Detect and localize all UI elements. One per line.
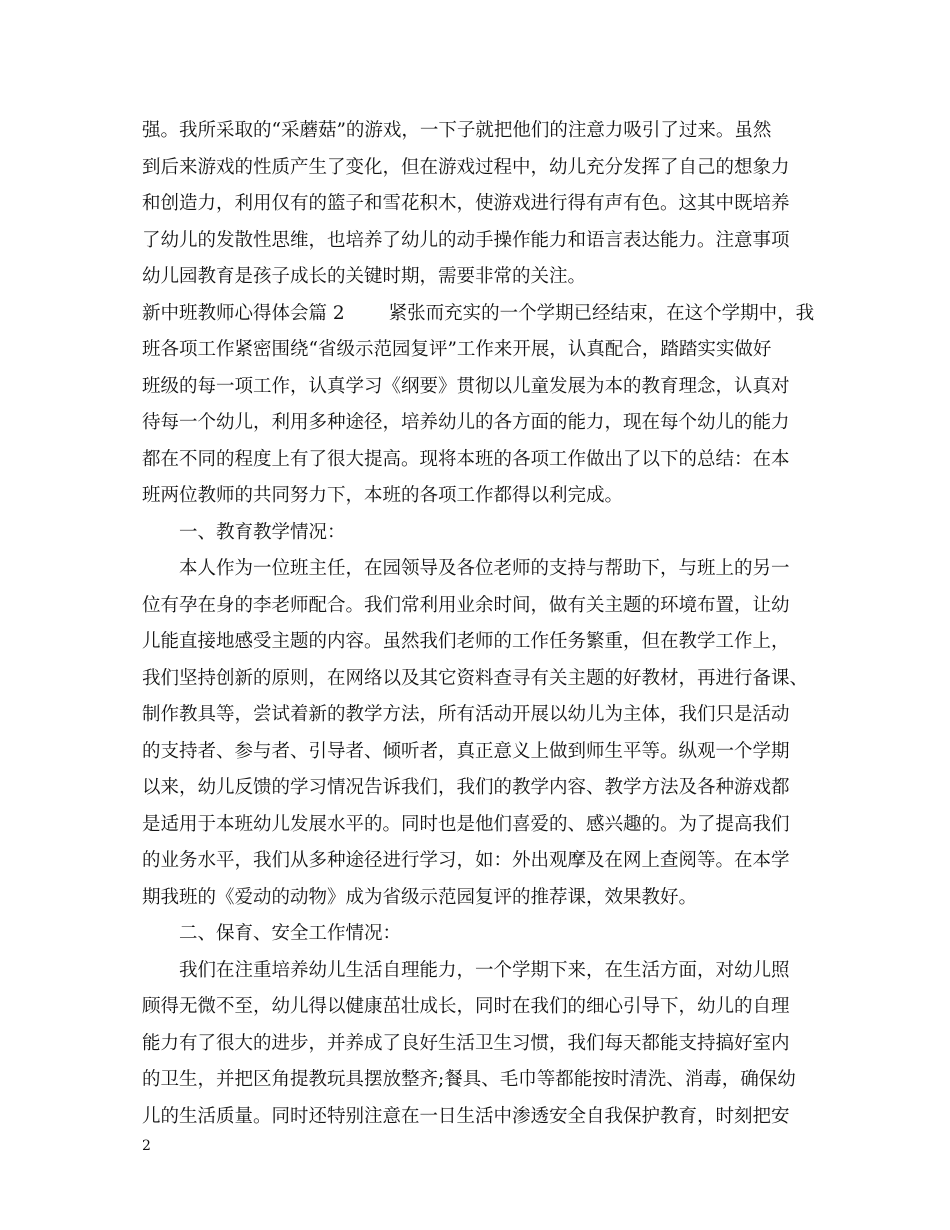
text-line: 能力有了很大的进步，并养成了良好生活卫生习惯，我们每天都能支持搞好室内 bbox=[142, 1032, 790, 1054]
subheading-safety: 二、保育、安全工作情况： bbox=[179, 923, 402, 944]
text-line: 本人作为一位班主任，在园领导及各位老师的支持与帮助下，与班上的另一 bbox=[179, 558, 790, 579]
section-first-line: 紧张而充实的一个学期已经结束，在这个学期中，我 bbox=[388, 302, 815, 324]
section-heading-line bbox=[142, 296, 832, 333]
text-line: 和创造力，利用仅有的篮子和雪花积木，使游戏进行得有声有色。这其中既培养 bbox=[142, 193, 790, 214]
text-line: 我们在注重培养幼儿生活自理能力，一个学期下来，在生活方面，对幼儿照 bbox=[179, 959, 790, 981]
subheading-teaching: 一、教育教学情况： bbox=[179, 521, 346, 543]
body-text bbox=[142, 113, 832, 1135]
text-line: 都在不同的程度上有了很大提高。现将本班的各项工作做出了以下的总结：在本 bbox=[142, 448, 790, 470]
section-heading: 新中班教师心得体会篇 2 bbox=[142, 302, 345, 324]
text-line: 位有孕在身的李老师配合。我们常利用业余时间，做有关主题的环境布置，让幼 bbox=[142, 594, 790, 616]
text-line: 强。我所采取的“采蘑菇”的游戏，一下子就把他们的注意力吸引了过来。虽然 bbox=[142, 120, 772, 141]
text-line: 制作教具等，尝试着新的教学方法，所有活动开展以幼儿为主体，我们只是活动 bbox=[142, 704, 790, 725]
text-line: 是适用于本班幼儿发展水平的。同时也是他们喜爱的、感兴趣的。为了提高我们 bbox=[142, 813, 790, 835]
text-line: 幼儿园教育是孩子成长的关键时期，需要非常的关注。 bbox=[142, 266, 587, 287]
text-line: 待每一个幼儿，利用多种途径，培养幼儿的各方面的能力，现在每个幼儿的能力 bbox=[142, 412, 790, 433]
text-line: 期我班的《爱动的动物》成为省级示范园复评的推荐课，效果教好。 bbox=[142, 886, 698, 908]
text-line: 的业务水平，我们从多种途径进行学习，如：外出观摩及在网上查阅等。在本学 bbox=[142, 850, 790, 871]
text-line: 班级的每一项工作，认真学习《纲要》贯彻以儿童发展为本的教育理念，认真对 bbox=[142, 375, 790, 397]
text-line: 儿能直接地感受主题的内容。虽然我们老师的工作任务繁重，但在教学工作上， bbox=[142, 631, 790, 652]
page-number: 2 bbox=[142, 1138, 151, 1154]
text-line: 以来，幼儿反馈的学习情况告诉我们，我们的教学内容、教学方法及各种游戏都 bbox=[142, 777, 790, 798]
text-line: 我们坚持创新的原则，在网络以及其它资料查寻有关主题的好教材，再进行备课、 bbox=[142, 667, 809, 689]
text-line: 的支持者、参与者、引导者、倾听者，真正意义上做到师生平等。纵观一个学期 bbox=[142, 740, 790, 762]
text-line: 的卫生，并把区角提教玩具摆放整齐;餐具、毛巾等都能按时清洗、消毒，确保幼 bbox=[142, 1069, 796, 1090]
text-line: 顾得无微不至，幼儿得以健康茁壮成长，同时在我们的细心引导下，幼儿的自理 bbox=[142, 996, 790, 1017]
text-line: 儿的生活质量。同时还特别注意在一日生活中渗透安全自我保护教育，时刻把安 bbox=[142, 1105, 790, 1127]
text-line: 班两位教师的共同努力下，本班的各项工作都得以利完成。 bbox=[142, 485, 624, 506]
text-line: 班各项工作紧密围绕“省级示范园复评”工作来开展，认真配合，踏踏实实做好 bbox=[142, 339, 772, 360]
text-line: 了幼儿的发散性思维，也培养了幼儿的动手操作能力和语言表达能力。注意事项 bbox=[142, 229, 790, 251]
text-line: 到后来游戏的性质产生了变化，但在游戏过程中，幼儿充分发挥了自己的想象力 bbox=[142, 156, 790, 178]
